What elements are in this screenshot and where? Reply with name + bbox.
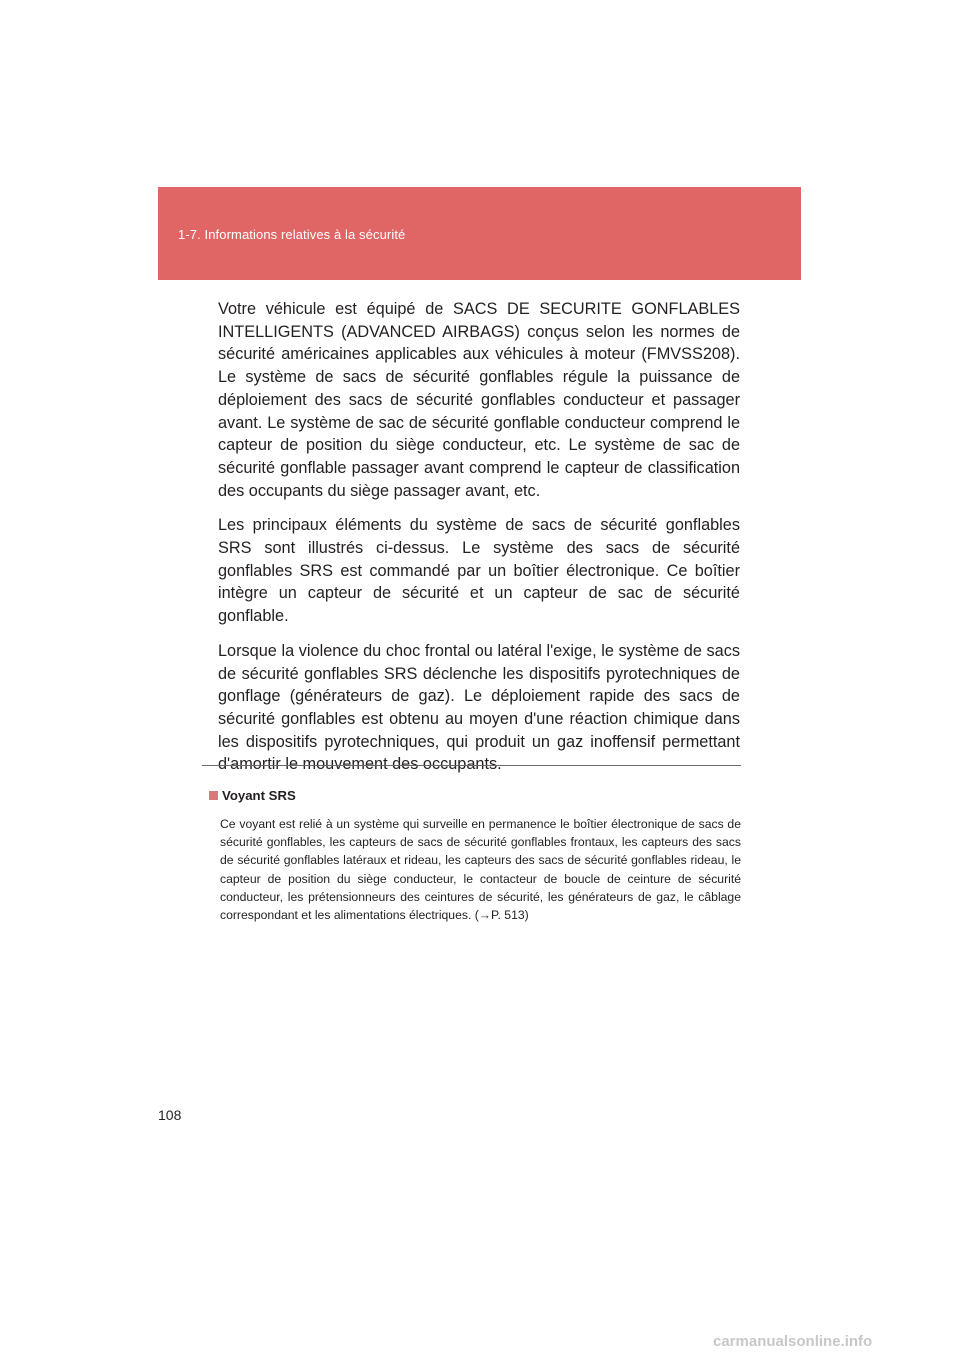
note-heading-label: Voyant SRS — [222, 788, 296, 803]
watermark: carmanualsonline.info — [713, 1333, 873, 1350]
paragraph-deployment: Lorsque la violence du choc frontal ou latéral l'exige, le système de sacs de sécurité gonflables SRS déclenche les dispositifs pyrotechniques de gonflage (générateurs de gaz). Le déploiement rapide des sacs de sécurité gonflables est obtenu au moyen d'une réaction chimique dans les dispositifs pyrotechniques, qui produit un gaz inoffensif permettant d'amortir le mouvement des occupants. — [218, 641, 740, 774]
square-bullet-icon — [209, 791, 218, 800]
page-number: 108 — [158, 1107, 182, 1123]
note-body: Ce voyant est relié à un système qui surveille en permanence le boîtier électronique de sacs de sécurité gonflables, les capteurs de sacs de sécurité gonflables frontaux, les capteurs des sacs de sécurité gonflables latéraux et rideau, les capteurs des sacs de sécurité gonflables rideau, le capteur de position du siège conducteur, le contacteur de boucle de ceinture de sécurité conducteur, les prétensionneurs des ceintures de sécurité, les générateurs de gaz, le câblage correspondant et les alimentations électriques. (→P. 513) — [220, 817, 741, 923]
section-title: 1-7. Informations relatives à la sécurité — [178, 227, 406, 242]
note-heading — [209, 788, 296, 803]
main-text-block — [218, 298, 740, 788]
paragraph-advanced-airbags: Votre véhicule est équipé de SACS DE SECURITE GONFLABLES INTELLIGENTS (ADVANCED AIRBAGS) conçus selon les normes de sécurité américaines applicables aux véhicules à moteur (FMVSS208). Le système de sacs de sécurité gonflables régule la puissance de déploiement des sacs de sécurité gonflables conducteur et passager avant. Le système de sac de sécurité gonflable conducteur comprend le capteur de position du siège conducteur, etc. Le système de sac de sécurité gonflable passager avant comprend le capteur de classification des occupants du siège passager avant, etc. — [218, 300, 740, 500]
section-header-band — [158, 187, 801, 280]
section-divider — [202, 765, 741, 766]
paragraph-srs-components: Les principaux éléments du système de sacs de sécurité gonflables SRS sont illustrés ci-dessus. Le système des sacs de sécurité gonflables SRS est commandé par un boîtier électronique. Ce boîtier intègre un capteur de sécurité et un capteur de sac de sécurité gonflable. — [218, 516, 740, 626]
